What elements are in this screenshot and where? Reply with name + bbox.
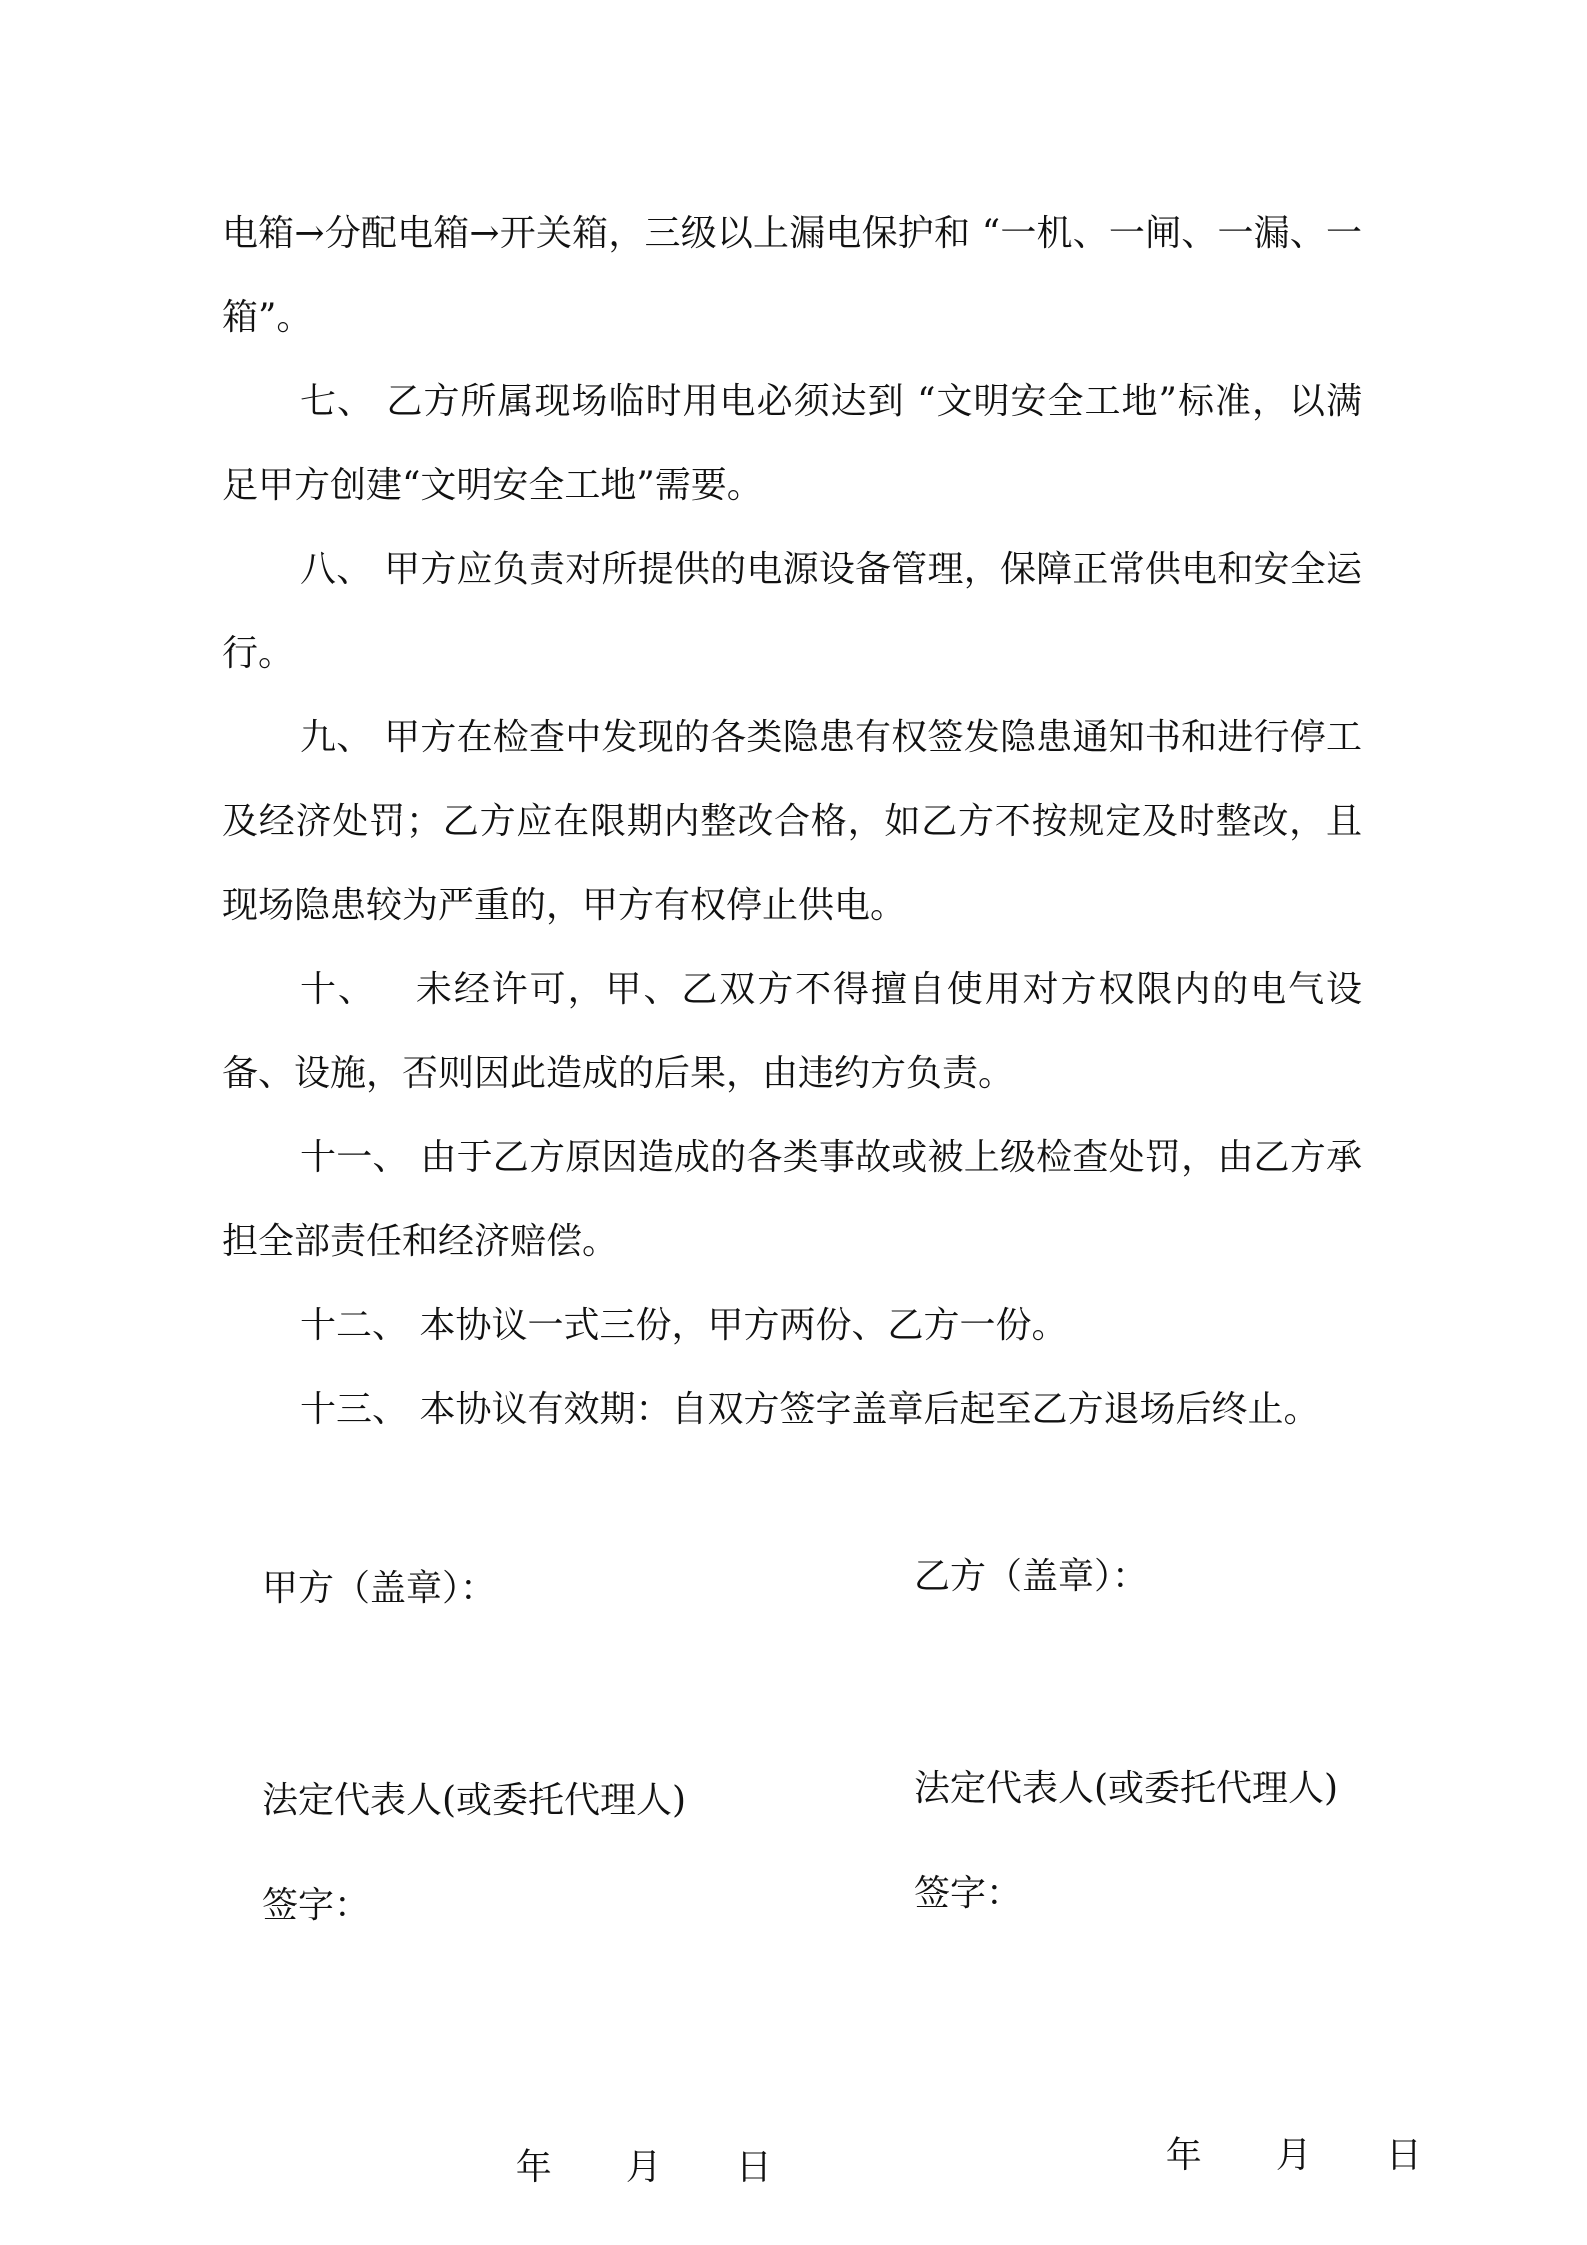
party-a-year: 年 [515, 2147, 552, 2188]
party-b-year: 年 [1165, 2135, 1202, 2176]
party-a-sign-label: 签字： [262, 1885, 371, 1926]
paragraph-continued: 电箱→分配电箱→开关箱，三级以上漏电保护和 “一机、一闸、一漏、一箱”。 [222, 213, 1362, 338]
party-b-seal-label: 乙方（盖章）： [914, 1556, 1149, 1597]
clause-9: 九、 甲方在检查中发现的各类隐患有权签发隐患通知书和进行停工及经济处罚；乙方应在限期内整改合格，如乙方不按规定及时整改，且现场隐患较为严重的，甲方有权停止供电。 [222, 717, 1362, 926]
clause-7: 七、 乙方所属现场临时用电必须达到 “文明安全工地”标准，以满足甲方创建“文明安全工地”需要。 [222, 381, 1362, 506]
clause-8: 八、 甲方应负责对所提供的电源设备管理，保障正常供电和安全运行。 [222, 549, 1362, 674]
party-b-month: 月 [1275, 2135, 1312, 2176]
party-b-sign-label: 签字： [914, 1873, 1023, 1914]
party-a-date [470, 2096, 772, 2240]
party-b-day: 日 [1385, 2135, 1422, 2176]
clause-12: 十二、 本协议一式三份，甲方两份、乙方一份。 [300, 1305, 1068, 1346]
clause-10: 十、 未经许可，甲、乙双方不得擅自使用对方权限内的电气设备、设施，否则因此造成的后果，由违约方负责。 [222, 969, 1362, 1094]
clause-11: 十一、 由于乙方原因造成的各类事故或被上级检查处罚，由乙方承担全部责任和经济赔偿。 [222, 1137, 1362, 1262]
party-b-date [1120, 2084, 1422, 2228]
party-a-representative-label: 法定代表人(或委托代理人) [262, 1780, 687, 1821]
party-a-month: 月 [625, 2147, 662, 2188]
party-a-day: 日 [735, 2147, 772, 2188]
clause-13: 十三、 本协议有效期：自双方签字盖章后起至乙方退场后终止。 [300, 1389, 1320, 1430]
party-a-seal-label: 甲方（盖章）： [262, 1568, 497, 1609]
party-b-representative-label: 法定代表人(或委托代理人) [914, 1768, 1339, 1809]
